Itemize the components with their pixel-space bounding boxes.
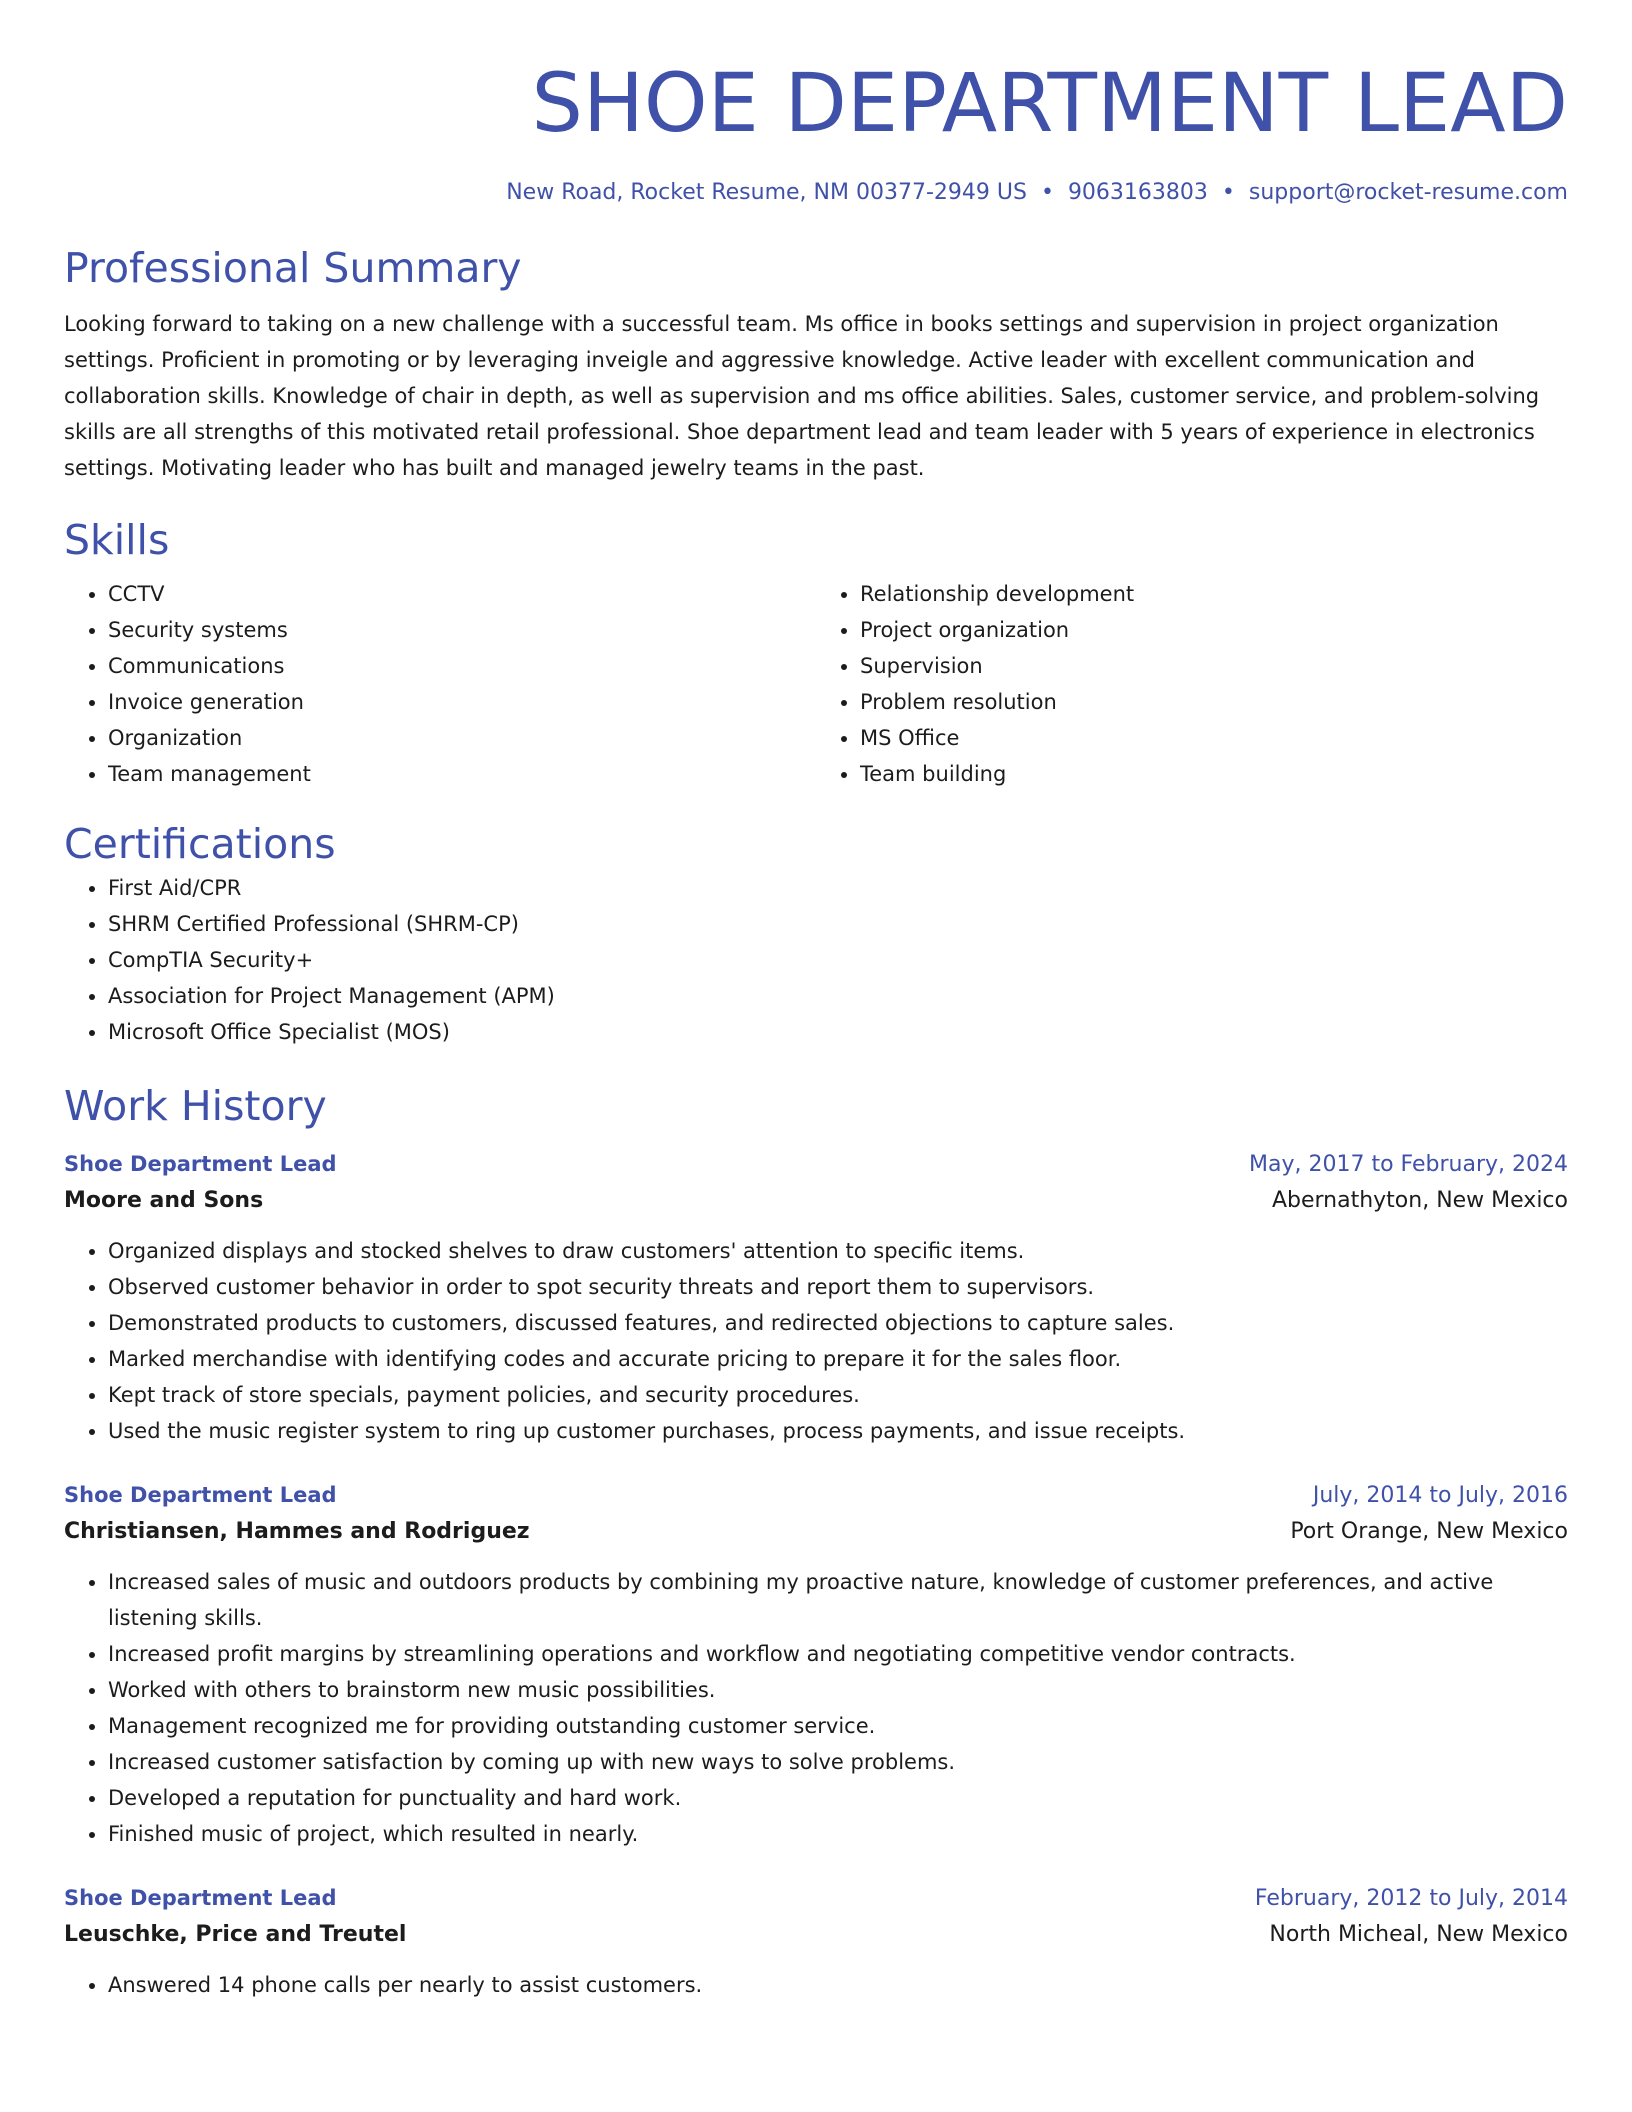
job-company-row: [64, 1514, 1568, 1550]
work-history-heading: Work History: [64, 1082, 327, 1130]
skills-list-left: [64, 576, 816, 792]
skill-item: • Communications: [108, 648, 816, 684]
certification-item: • Association for Project Management (APM): [108, 978, 1568, 1014]
skill-item: • Team management: [108, 756, 816, 792]
job-duty: • Increased sales of music and outdoors products by combining my proactive nature, knowledge of customer preferences, and active listening skills.: [108, 1564, 1568, 1636]
certification-item: • CompTIA Security+: [108, 942, 1568, 978]
certification-item: • First Aid/CPR: [108, 870, 1568, 906]
resume-page: [64, 0, 1568, 2003]
certification-item: • Microsoft Office Specialist (MOS): [108, 1014, 1568, 1050]
job-header-row: [64, 1477, 1568, 1514]
job-dates: February, 2012 to July, 2014: [1254, 1886, 1568, 1911]
job-role: Shoe Department Lead: [64, 1483, 337, 1507]
job-duty: • Increased profit margins by streamlining operations and workflow and negotiating competitive vendor contracts.: [108, 1636, 1568, 1672]
job-entry: [64, 1880, 1568, 2003]
skills-list-right: [816, 576, 1568, 792]
contact-separator: •: [1221, 180, 1235, 205]
job-duty: • Answered 14 phone calls per nearly to assist customers.: [108, 1967, 1568, 2003]
skills-heading: Skills: [64, 516, 170, 564]
contact-separator: •: [1040, 180, 1054, 205]
skill-item: • Supervision: [860, 648, 1568, 684]
contact-email: support@rocket-resume.com: [1248, 180, 1568, 205]
job-duty: • Marked merchandise with identifying codes and accurate pricing to prepare it for the sales floor.: [108, 1341, 1568, 1377]
skill-item: • Security systems: [108, 612, 816, 648]
job-duty: • Organized displays and stocked shelves to draw customers' attention to specific items.: [108, 1233, 1568, 1269]
skill-item: • Invoice generation: [108, 684, 816, 720]
summary-text: Looking forward to taking on a new challenge with a successful team. Ms office in books settings and supervision in project organization settings. Proficient in promoting or by leveraging inveigle and aggressive knowledge. Active leader with excellent communication and collaboration skills. Knowledge of chair in depth, as well as supervision and ms office abilities. Sales, customer service, and problem-solving skills are all strengths of this motivated retail professional. Shoe department lead and team leader with 5 years of experience in electronics settings. Motivating leader who has built and managed jewelry teams in the past.: [64, 312, 1540, 480]
job-location: Abernathyton, New Mexico: [1271, 1188, 1568, 1213]
summary-heading: Professional Summary: [64, 244, 522, 292]
job-entry: [64, 1477, 1568, 1852]
certifications-list: [64, 870, 1568, 1050]
skills-columns: [64, 576, 1568, 792]
skill-item: • Relationship development: [860, 576, 1568, 612]
job-duty: • Increased customer satisfaction by coming up with new ways to solve problems.: [108, 1744, 1568, 1780]
job-duties-list: [64, 1233, 1568, 1449]
job-role: Shoe Department Lead: [64, 1152, 337, 1176]
job-duties-list: [64, 1564, 1568, 1852]
job-duty: • Demonstrated products to customers, discussed features, and redirected objections to capture sales.: [108, 1305, 1568, 1341]
job-header-row: [64, 1880, 1568, 1917]
job-company-row: [64, 1917, 1568, 1953]
job-duty: • Kept track of store specials, payment policies, and security procedures.: [108, 1377, 1568, 1413]
skill-item: • Team building: [860, 756, 1568, 792]
job-header-row: [64, 1146, 1568, 1183]
contact-phone: 9063163803: [1067, 180, 1208, 205]
skill-item: • Problem resolution: [860, 684, 1568, 720]
contact-line: [64, 178, 1568, 208]
job-duty: • Management recognized me for providing outstanding customer service.: [108, 1708, 1568, 1744]
job-duties-list: [64, 1967, 1568, 2003]
candidate-title: SHOE DEPARTMENT LEAD: [531, 57, 1568, 151]
job-company: Moore and Sons: [64, 1188, 264, 1213]
job-dates: May, 2017 to February, 2024: [1249, 1152, 1568, 1177]
job-dates: July, 2014 to July, 2016: [1312, 1483, 1568, 1508]
job-company: Christiansen, Hammes and Rodriguez: [64, 1519, 530, 1544]
job-company-row: [64, 1183, 1568, 1219]
skill-item: • Organization: [108, 720, 816, 756]
skill-item: • Project organization: [860, 612, 1568, 648]
job-duty: • Used the music register system to ring up customer purchases, process payments, and issue receipts.: [108, 1413, 1568, 1449]
job-role: Shoe Department Lead: [64, 1886, 337, 1910]
skill-item: • MS Office: [860, 720, 1568, 756]
job-duty: • Finished music of project, which resulted in nearly.: [108, 1816, 1568, 1852]
job-location: North Micheal, New Mexico: [1269, 1922, 1568, 1947]
skill-item: • CCTV: [108, 576, 816, 612]
certifications-heading: Certifications: [64, 820, 336, 868]
job-duty: • Developed a reputation for punctuality and hard work.: [108, 1780, 1568, 1816]
job-company: Leuschke, Price and Treutel: [64, 1922, 407, 1947]
job-duty: • Worked with others to brainstorm new music possibilities.: [108, 1672, 1568, 1708]
job-entry: [64, 1146, 1568, 1449]
resume-header: [64, 0, 1568, 208]
certification-item: • SHRM Certified Professional (SHRM-CP): [108, 906, 1568, 942]
job-duty: • Observed customer behavior in order to spot security threats and report them to supervisors.: [108, 1269, 1568, 1305]
contact-address: New Road, Rocket Resume, NM 00377-2949 US: [506, 180, 1027, 205]
job-location: Port Orange, New Mexico: [1290, 1519, 1568, 1544]
